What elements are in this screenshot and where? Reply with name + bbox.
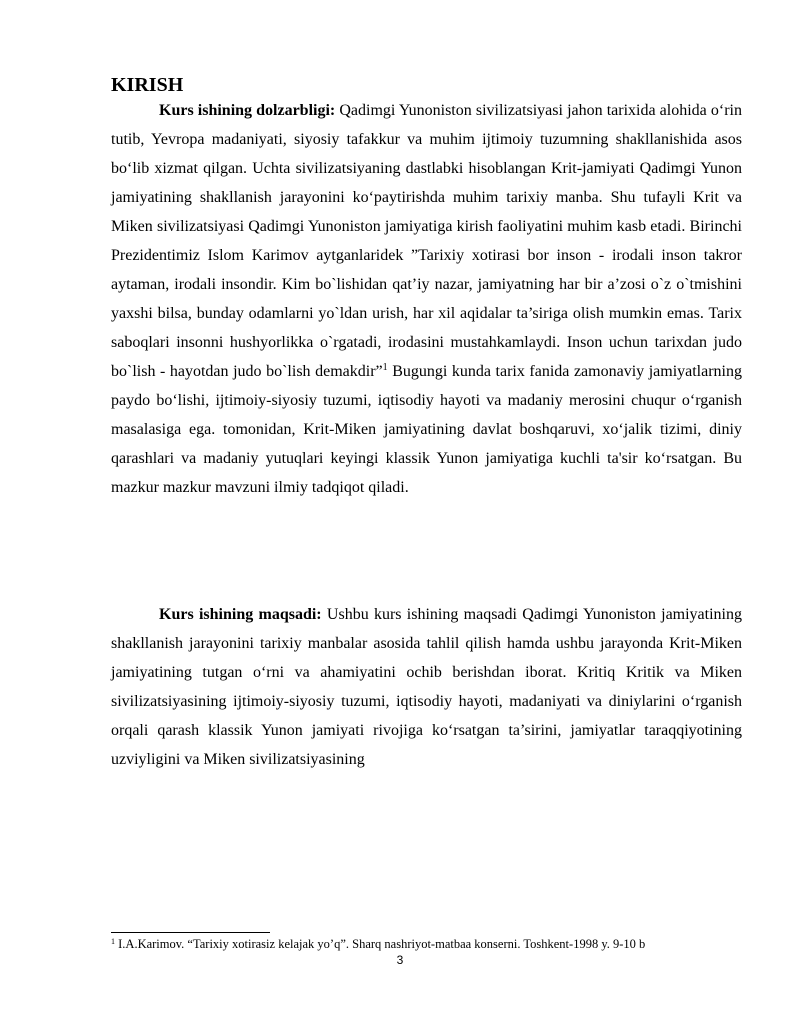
paragraph-goal [111,600,742,774]
paragraph-text: Ushbu kurs ishining maqsadi Qadimgi Yunoniston jamiyatining shakllanish jarayonini tarixiy manbalar asosida tahlil qilish hamda ushbu jarayonda Krit-Miken jamiyatining tutgan o‘rni va ahamiyatini ochib berishdan iborat. Kritiq Kritik va Miken sivilizatsiyasining ijtimoiy-siyosiy tuzumi, iqtisodiy hayoti, madaniyati va diniylarini o‘rganish orqali qarash klassik Yunon jamiyati rivojiga ko‘rsatgan ta’sirini, jamiyatlar taraqqiyotining uzviyligini va Miken sivilizatsiyasining [111,606,742,768]
section-heading: KIRISH [111,74,184,96]
paragraph-text: Qadimgi Yunoniston sivilizatsiyasi jahon tarixida alohida o‘rin tutib, Yevropa madaniyati, siyosiy tafakkur va muhim ijtimoiy tuzumning shakllanishida asos bo‘lib xizmat qilgan. Uchta sivilizatsiyaning dastlabki hisoblangan Krit-jamiyati Qadimgi Yunon jamiyatining shakllanish jarayonini ko‘paytirishda muhim tarixiy manba. Shu tufayli Krit va Miken sivilizatsiyasi Qadimgi Yunoniston jamiyatiga kirish faoliyatini muhim kasb etadi. Birinchi Prezidentimiz Islom Karimov aytganlaridek ”Tarixiy xotirasi bor inson - irodali inson takror aytaman, irodali insondir. Kim bo`lishidan qat’iy nazar, jamiyatning har bir a’zosi o`z o`tmishini yaxshi bilsa, bunday odamlarni yo`ldan urish, har xil aqidalar ta’siriga olish mumkin emas. Tarix saboqlari insonni hushyorlikka o`rgatadi, irodasini mustahkamlaydi. Inson uchun tarixdan judo bo`lish - hayotdan judo bo`lish demakdir” [111,102,742,380]
footnote-reference[interactable]: 1 [382,362,388,373]
footnote-number: 1 [111,937,115,946]
footnote [111,936,751,952]
footnote-divider [111,932,270,933]
paragraph-relevance [111,96,742,502]
paragraph-text: Bugungi kunda tarix fanida zamonaviy jamiyatlarning paydo bo‘lishi, ijtimoiy-siyosiy tuzumi, iqtisodiy hayoti va madaniy merosini chuqur o‘rganish masalasiga ega. tomonidan, Krit-Miken jamiyatining davlat boshqaruvi, xo‘jalik tizimi, diniy qarashlari va madaniy yutuqlari keyingi klassik Yunon jamiyatiga kuchli ta'sir ko‘rsatgan. Bu mazkur mazkur mavzuni ilmiy tadqiqot qiladi. [111,363,743,496]
paragraph-label: Kurs ishining maqsadi: [159,606,322,623]
footnote-text: I.A.Karimov. “Tarixiy xotirasiz kelajak yo’q”. Sharq nashriyot-matbaa konserni. Toshkent-1998 y. 9-10 b [115,937,646,951]
paragraph-label: Kurs ishining dolzarbligi: [159,102,336,119]
page-number: 3 [396,953,404,967]
